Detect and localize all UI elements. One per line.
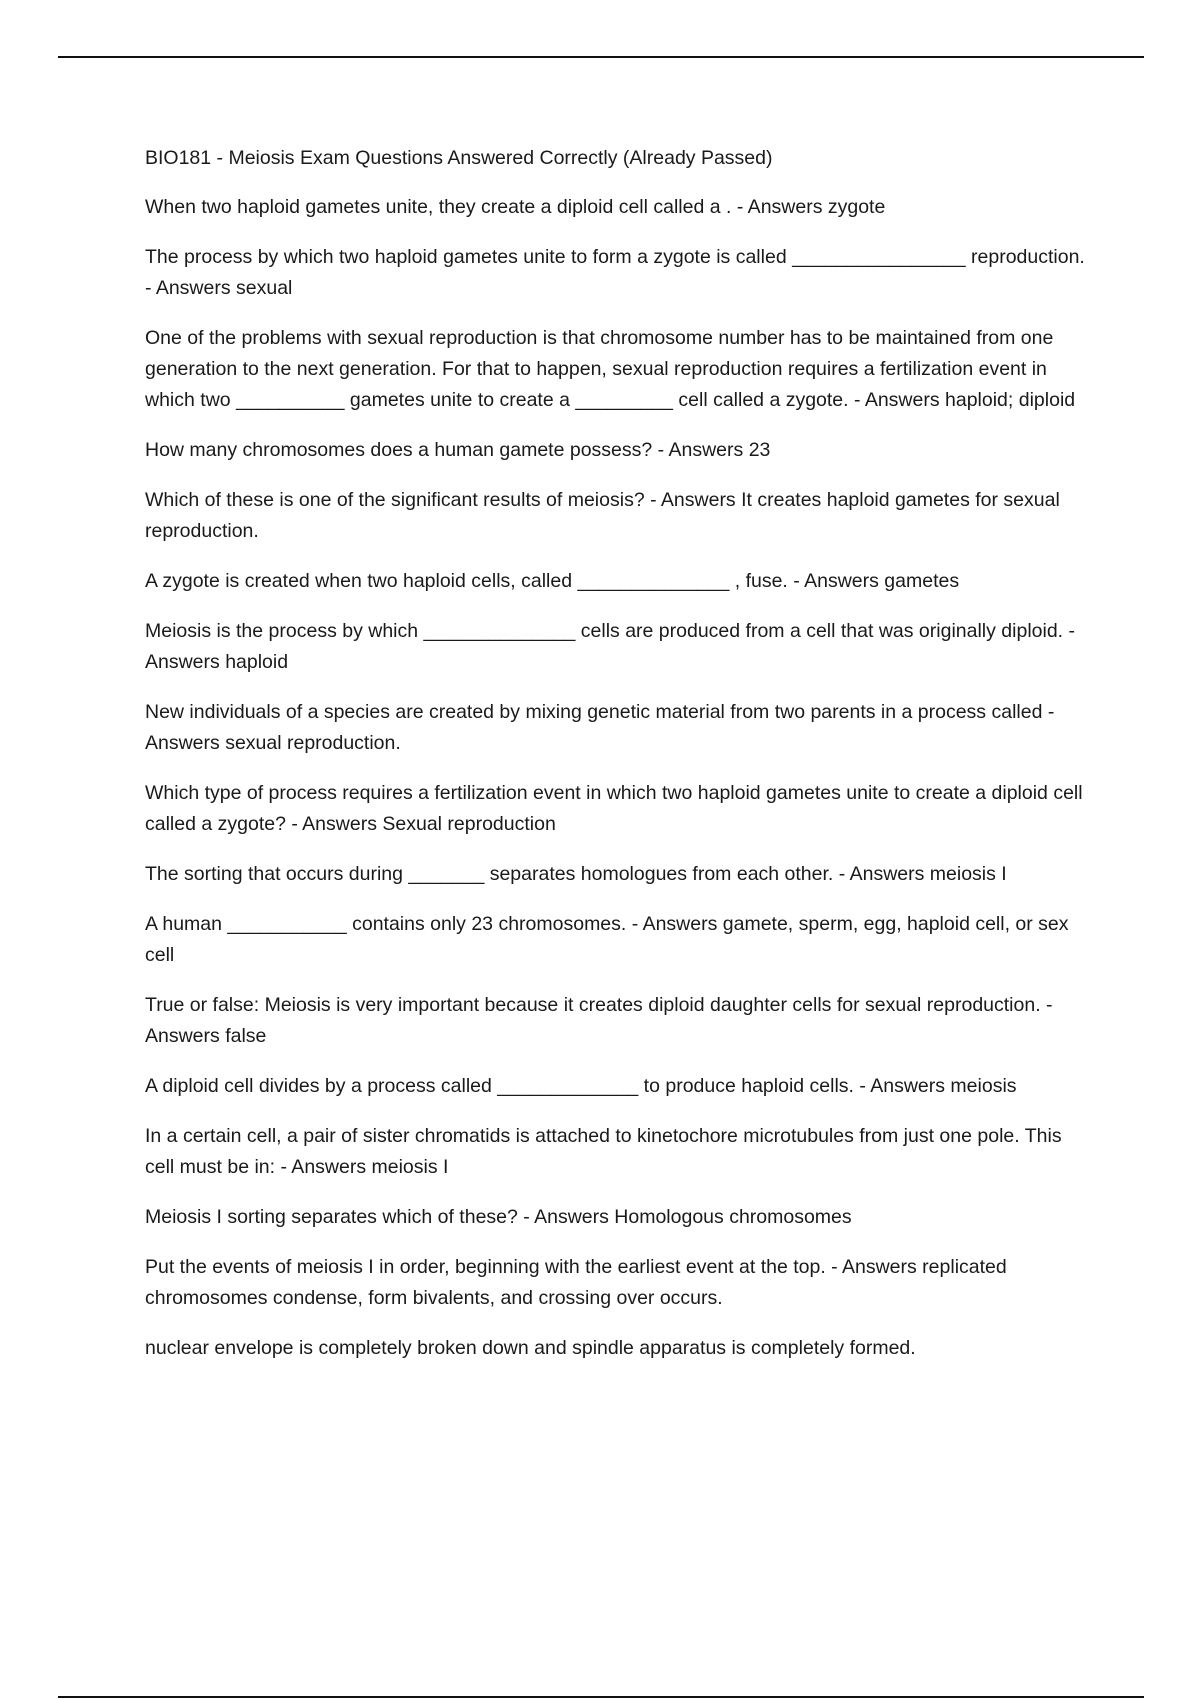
document-body (145, 143, 1090, 1383)
qa-item: Put the events of meiosis I in order, beginning with the earliest event at the top. - Answers replicated chromosomes condense, form bivalents, and crossing over occurs. (145, 1256, 1007, 1309)
qa-item: New individuals of a species are created by mixing genetic material from two parents in a process called - Answers sexual reproduction. (145, 701, 1055, 754)
qa-item: A human ___________ contains only 23 chromosomes. - Answers gamete, sperm, egg, haploid cell, or sex cell (145, 913, 1069, 966)
qa-item: Meiosis I sorting separates which of these? - Answers Homologous chromosomes (145, 1206, 852, 1228)
qa-item: One of the problems with sexual reproduction is that chromosome number has to be maintained from one generation to the next generation. For that to happen, sexual reproduction requires a fertilization event in which two __________ gametes unite to create a _________ cell called a zygote. - Answers haploid; diploid (145, 327, 1076, 411)
qa-item: Meiosis is the process by which ______________ cells are produced from a cell that was originally diploid. - Answers haploid (145, 620, 1076, 673)
qa-item: The process by which two haploid gametes unite to form a zygote is called ________________ reproduction. - Answers sexual (145, 246, 1085, 299)
qa-item: nuclear envelope is completely broken down and spindle apparatus is completely formed. (145, 1337, 916, 1359)
qa-item: How many chromosomes does a human gamete possess? - Answers 23 (145, 439, 771, 461)
footer-rule (58, 1696, 1144, 1698)
qa-item: Which of these is one of the significant results of meiosis? - Answers It creates haploid gametes for sexual reproduction. (145, 489, 1060, 542)
qa-item: A zygote is created when two haploid cells, called ______________ , fuse. - Answers gametes (145, 570, 960, 592)
qa-item: A diploid cell divides by a process called _____________ to produce haploid cells. - Answers meiosis (145, 1075, 1017, 1097)
document-title: BIO181 - Meiosis Exam Questions Answered Correctly (Already Passed) (145, 147, 773, 169)
qa-item: The sorting that occurs during _______ separates homologues from each other. - Answers meiosis I (145, 863, 1007, 885)
qa-item: Which type of process requires a fertilization event in which two haploid gametes unite to create a diploid cell called a zygote? - Answers Sexual reproduction (145, 782, 1083, 835)
qa-item: When two haploid gametes unite, they create a diploid cell called a . - Answers zygote (145, 196, 886, 218)
qa-item: True or false: Meiosis is very important because it creates diploid daughter cells for sexual reproduction. - Answers false (145, 994, 1053, 1047)
header-rule (58, 56, 1144, 58)
qa-item: In a certain cell, a pair of sister chromatids is attached to kinetochore microtubules from just one pole. This cell must be in: - Answers meiosis I (145, 1125, 1062, 1178)
